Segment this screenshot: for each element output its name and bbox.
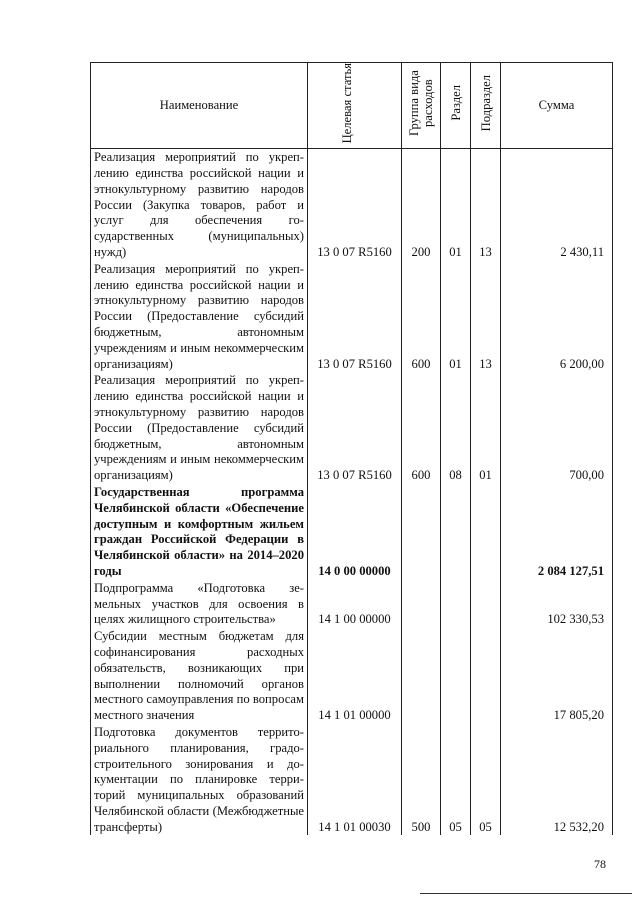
header-sum	[501, 63, 613, 149]
header-section	[441, 63, 471, 149]
row-subsection	[471, 628, 501, 724]
header-group	[402, 63, 441, 149]
budget-table	[90, 62, 613, 835]
row-target-code: 14 1 00 00000	[308, 580, 402, 628]
row-name: Подготовка документов территориального планирования, градостроительного зонирования и документации по планировке территорий муниципальных образований Челябинской области (Межбюджетные трансферты)	[91, 724, 308, 836]
row-sum: 17 805,20	[501, 628, 613, 724]
row-target-code: 14 1 01 00030	[308, 724, 402, 836]
table-row	[91, 724, 613, 836]
table-row	[91, 372, 613, 484]
header-subsection-label: Подраздел	[478, 75, 493, 132]
row-expense-group: 600	[402, 372, 441, 484]
row-expense-group	[402, 484, 441, 580]
row-target-code: 14 0 00 00000	[308, 484, 402, 580]
table-row	[91, 261, 613, 373]
header-group-label: Группа вида расходов	[407, 70, 435, 137]
row-subsection: 01	[471, 372, 501, 484]
header-subsection	[471, 63, 501, 149]
row-expense-group	[402, 580, 441, 628]
header-target-label: Целевая статья	[339, 63, 354, 144]
row-section: 01	[441, 149, 471, 261]
row-section	[441, 628, 471, 724]
row-section	[441, 484, 471, 580]
row-name: Государственная программа Челябинской области «Обеспечение доступным и комфортным жильем граждан Российской Федерации в Челябинской области» на 2014–2020 годы	[91, 484, 308, 580]
row-sum: 2 430,11	[501, 149, 613, 261]
row-sum: 700,00	[501, 372, 613, 484]
row-subsection: 05	[471, 724, 501, 836]
row-target-code: 13 0 07 R5160	[308, 261, 402, 373]
row-name: Реализация мероприятий по укреплению единства российской нации и этнокультурному развитию народов России (Закупка товаров, работ и услуг для обеспечения государственных (муниципальных) нужд)	[91, 149, 308, 261]
row-sum: 2 084 127,51	[501, 484, 613, 580]
row-sum: 102 330,53	[501, 580, 613, 628]
row-name: Субсидии местным бюджетам для софинансирования расходных обязательств, возникающих при выполнении полномочий органов местного самоуправления по вопросам местного значения	[91, 628, 308, 724]
header-name	[91, 63, 308, 149]
row-subsection: 13	[471, 149, 501, 261]
row-expense-group: 600	[402, 261, 441, 373]
header-name-label: Наименование	[159, 97, 239, 112]
header-target	[308, 63, 402, 149]
row-name: Реализация мероприятий по укреплению единства российской нации и этнокультурному развитию народов России (Предоставление субсидий бюджетным, автономным учреждениям и иным некоммерческим организациям)	[91, 261, 308, 373]
row-sum: 12 532,20	[501, 724, 613, 836]
row-target-code: 13 0 07 R5160	[308, 149, 402, 261]
row-section	[441, 580, 471, 628]
header-section-label: Раздел	[448, 85, 463, 122]
row-section: 01	[441, 261, 471, 373]
row-sum: 6 200,00	[501, 261, 613, 373]
row-target-code: 13 0 07 R5160	[308, 372, 402, 484]
row-section: 08	[441, 372, 471, 484]
row-expense-group	[402, 628, 441, 724]
table-body	[91, 149, 613, 836]
row-name: Подпрограмма «Подготовка земельных участков для освоения в целях жилищного строительства»	[91, 580, 308, 628]
row-subsection	[471, 580, 501, 628]
table-row	[91, 484, 613, 580]
row-target-code: 14 1 01 00000	[308, 628, 402, 724]
table-header-row	[91, 63, 613, 149]
row-subsection: 13	[471, 261, 501, 373]
table-row	[91, 149, 613, 261]
table-row	[91, 580, 613, 628]
table-row	[91, 628, 613, 724]
row-name: Реализация мероприятий по укреплению единства российской нации и этнокультурному развитию народов России (Предоставление субсидий бюджетным, автономным учреждениям и иным некоммерческим организациям)	[91, 372, 308, 484]
row-expense-group: 200	[402, 149, 441, 261]
page-number: 78	[594, 857, 606, 871]
header-sum-label: Сумма	[538, 97, 575, 112]
row-section: 05	[441, 724, 471, 836]
row-subsection	[471, 484, 501, 580]
footer-divider	[420, 893, 632, 894]
row-expense-group: 500	[402, 724, 441, 836]
